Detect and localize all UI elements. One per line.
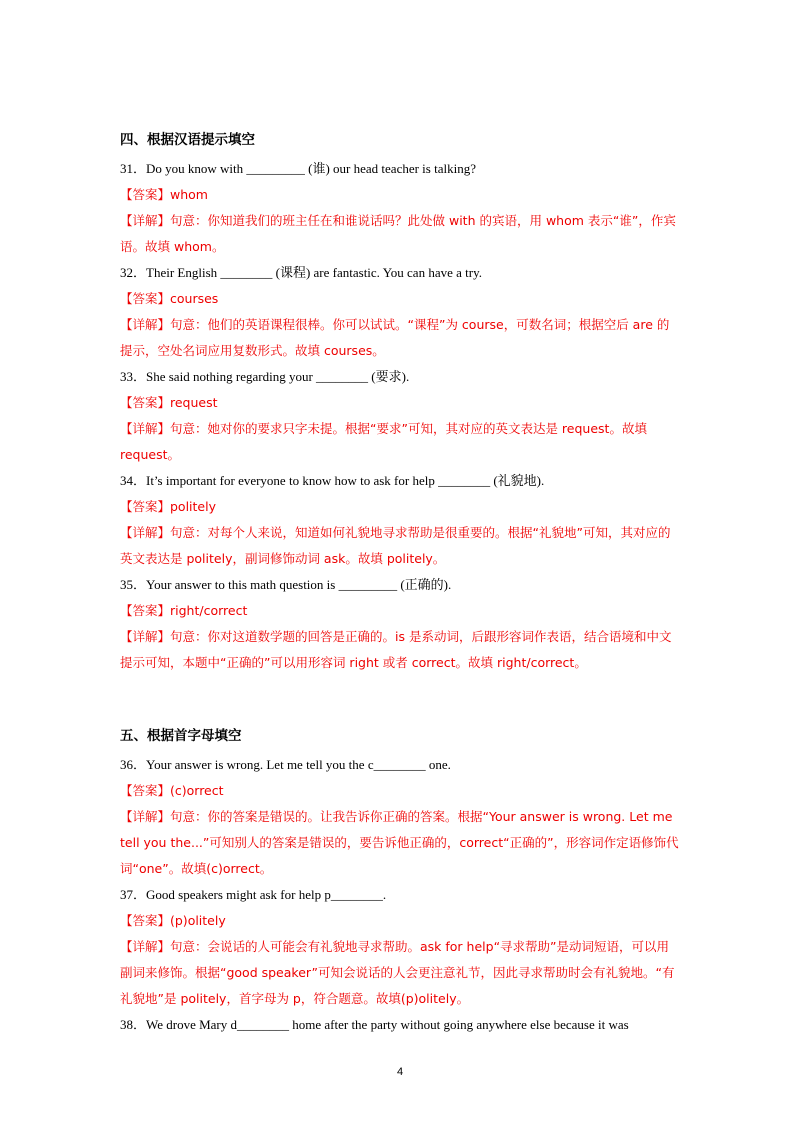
explanation-35: 【详解】句意：你对这道数学题的回答是正确的。is 是系动词，后跟形容词作表语，结合语境和中文提示可知，本题中“正确的”可以用形容词 right 或者 correct。故填 right/correct。 <box>120 629 672 670</box>
section-gap <box>120 676 680 726</box>
section-chinese-hint <box>120 130 680 676</box>
answer-34: 【答案】politely <box>120 499 216 514</box>
section-title: 四、根据汉语提示填空 <box>120 132 255 148</box>
answer-31: 【答案】whom <box>120 187 208 202</box>
question-31: 31．Do you know with _________ (谁) our head teacher is talking? <box>120 161 476 176</box>
answer-35: 【答案】right/correct <box>120 603 248 618</box>
answer-36: 【答案】(c)orrect <box>120 783 224 798</box>
explanation-37: 【详解】句意：会说话的人可能会有礼貌地寻求帮助。ask for help“寻求帮助”是动词短语，可以用副词来修饰。根据“good speaker”可知会说话的人会更注意礼节，因此寻求帮助时会有礼貌地。“有礼貌地”是 politely，首字母为 p，符合题意。故填(p)olitely。 <box>120 939 675 1006</box>
question-34: 34．It’s important for everyone to know how to ask for help ________ (礼貌地). <box>120 473 545 488</box>
explanation-33: 【详解】句意：她对你的要求只字未提。根据“要求”可知，其对应的英文表达是 request。故填 request。 <box>120 421 647 462</box>
question-38: 38．We drove Mary d________ home after the party without going anywhere else because it was <box>120 1017 629 1032</box>
answer-32: 【答案】courses <box>120 291 219 306</box>
page-content <box>120 130 680 1038</box>
question-32: 32．Their English ________ (课程) are fantastic. You can have a try. <box>120 265 482 280</box>
page-number: 4 <box>396 1066 404 1078</box>
answer-37: 【答案】(p)olitely <box>120 913 226 928</box>
answer-33: 【答案】request <box>120 395 218 410</box>
question-35: 35．Your answer to this math question is _________ (正确的). <box>120 577 452 592</box>
explanation-36: 【详解】句意：你的答案是错误的。让我告诉你正确的答案。根据“Your answer is wrong. Let me tell you the...”可知别人的答案是错误的，要告诉他正确的，correct“正确的”，形容词作定语修饰代词“one”。故填(c)orrect。 <box>120 809 679 876</box>
explanation-32: 【详解】句意：他们的英语课程很棒。你可以试试。“课程”为 course，可数名词；根据空后 are 的提示，空处名词应用复数形式。故填 courses。 <box>120 317 670 358</box>
question-36: 36．Your answer is wrong. Let me tell you the c________ one. <box>120 757 451 772</box>
section-first-letter <box>120 726 680 1038</box>
question-33: 33．She said nothing regarding your ________ (要求). <box>120 369 410 384</box>
explanation-34: 【详解】句意：对每个人来说，知道如何礼貌地寻求帮助是很重要的。根据“礼貌地”可知，其对应的英文表达是 politely，副词修饰动词 ask。故填 politely。 <box>120 525 671 566</box>
question-37: 37．Good speakers might ask for help p________. <box>120 887 387 902</box>
section-title: 五、根据首字母填空 <box>120 728 242 744</box>
explanation-31: 【详解】句意：你知道我们的班主任在和谁说话吗？此处做 with 的宾语，用 whom 表示“谁”，作宾语。故填 whom。 <box>120 213 676 254</box>
